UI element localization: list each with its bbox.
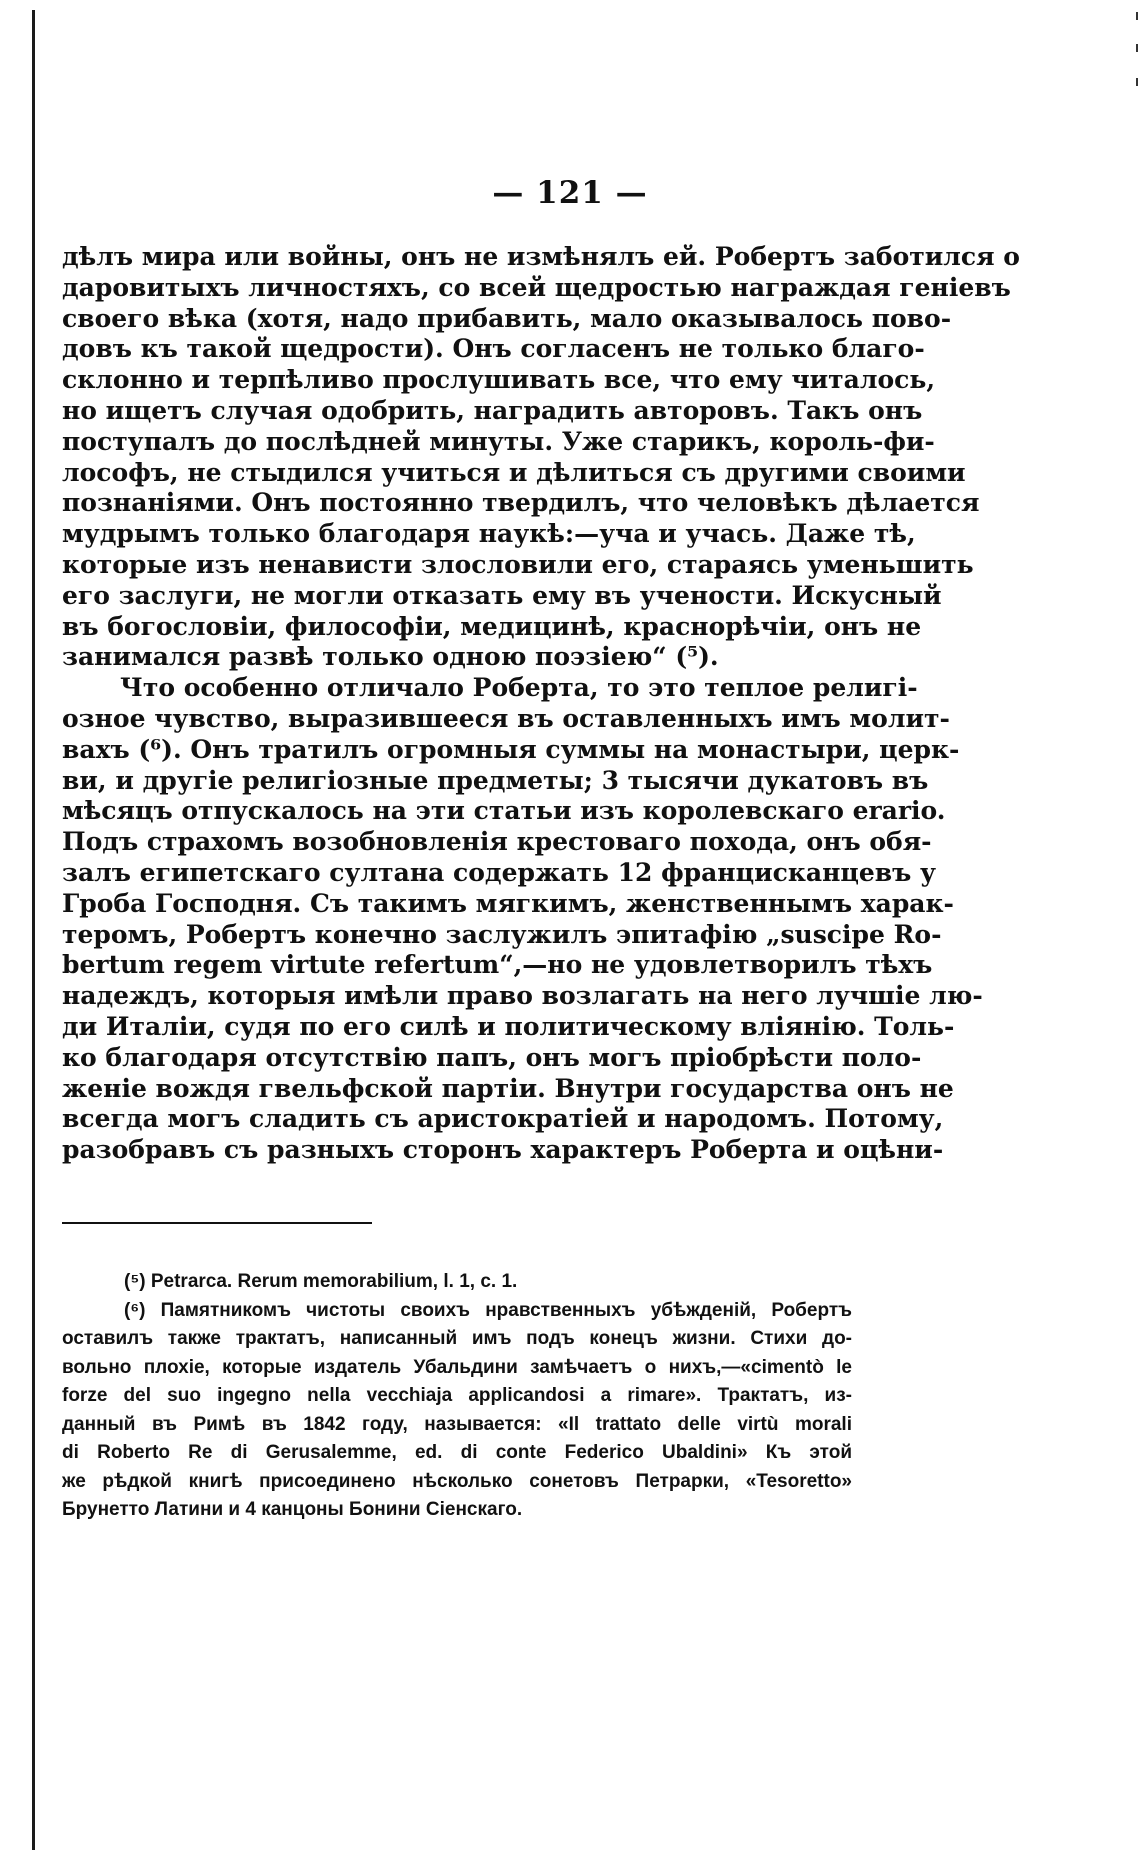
text-line: своего вѣка (хотя, надо прибавить, мало оказывалось пово- <box>62 303 952 333</box>
footnote-line: Брунетто Латини и 4 канцоны Бонини Сіенскаго. <box>62 1499 523 1520</box>
text-line: даровитыхъ личностяхъ, со всей щедростью награждая геніевъ <box>62 272 1011 302</box>
footnote-line: оставилъ также трактатъ, написанный имъ подъ конецъ жизни. Стихи до- <box>62 1328 852 1349</box>
footnotes <box>62 1268 852 1525</box>
text-line: склонно и терпѣливо прослушивать все, что ему читалось, <box>62 365 936 395</box>
footnote-divider <box>62 1222 372 1224</box>
text-line: познаніями. Онъ постоянно твердилъ, что человѣкъ дѣлается <box>62 488 980 518</box>
main-text <box>62 242 1020 1166</box>
page-number: — 121 — <box>492 175 648 211</box>
text-line: которые изъ ненависти злословили его, стараясь уменьшить <box>62 549 974 579</box>
text-line: ви, и другіе религіозные предметы; 3 тысячи дукатовъ въ <box>62 765 929 795</box>
text-line: мѣсяцъ отпускалось на эти статьи изъ королевскаго erario. <box>62 796 946 826</box>
text-line: женіе вождя гвельфской партіи. Внутри государства онъ не <box>62 1073 954 1103</box>
text-line: довъ къ такой щедрости). Онъ согласенъ не только благо- <box>62 334 925 364</box>
page-edge-shadow <box>32 10 35 1850</box>
text-line: его заслуги, не могли отказать ему въ учености. Искусный <box>62 580 942 610</box>
footnote-line: вольно плохіе, которые издатель Убальдини замѣчаетъ о нихъ,—«cimentò le <box>62 1356 852 1378</box>
text-line: всегда могъ сладить съ аристократіей и народомъ. Потому, <box>62 1104 944 1134</box>
scan-speck <box>1136 12 1138 20</box>
text-line: bertum regem virtute refertum“,—но не удовлетворилъ тѣхъ <box>62 950 933 980</box>
footnote-line: данный въ Римѣ въ 1842 году, называется: «Il trattato delle virtù morali <box>62 1413 852 1435</box>
text-line: дѣлъ мира или войны, онъ не измѣнялъ ей. Робертъ заботился о <box>62 242 1020 271</box>
text-line: надеждъ, которыя имѣли право возлагать на него лучшіе лю- <box>62 981 983 1011</box>
text-line: въ богословіи, философіи, медицинѣ, краснорѣчіи, онъ не <box>62 611 922 641</box>
text-line: лософъ, не стыдился учиться и дѣлиться съ другими своими <box>62 457 966 487</box>
text-line: ди Италіи, судя по его силѣ и политическому вліянію. Толь- <box>62 1011 955 1041</box>
text-line: разобравъ съ разныхъ сторонъ характеръ Роберта и оцѣни- <box>62 1135 944 1165</box>
footnote-line: (⁶) Памятникомъ чистоты своихъ нравственныхъ убѣжденій, Робертъ <box>124 1299 852 1321</box>
scan-speck <box>1136 44 1138 52</box>
text-line: Подъ страхомъ возобновленія крестоваго похода, онъ обя- <box>62 827 932 857</box>
footnote-line: di Roberto Re di Gerusalemme, ed. di conte Federico Ubaldini» Къ этой <box>62 1442 852 1463</box>
text-line: поступалъ до послѣдней минуты. Уже старикъ, король-фи- <box>62 426 935 456</box>
text-line: озное чувство, выразившееся въ оставленныхъ имъ молит- <box>62 703 950 733</box>
text-line: Гроба Господня. Съ такимъ мягкимъ, женственнымъ харак- <box>62 888 954 918</box>
text-line: Что особенно отличало Роберта, то это теплое религі- <box>120 673 918 703</box>
text-line: мудрымъ только благодаря наукѣ:—уча и учась. Даже тѣ, <box>62 519 916 549</box>
footnote-line: же рѣдкой книгѣ присоединено нѣсколько сонетовъ Петрарки, «Tesoretto» <box>62 1470 852 1492</box>
text-line: но ищетъ случая одобрить, наградить авторовъ. Такъ онъ <box>62 395 923 425</box>
text-line: ко благодаря отсутствію папъ, онъ могъ пріобрѣсти поло- <box>62 1042 922 1072</box>
footnote-line: (⁵) Petrarca. Rerum memorabilium, l. 1, c. 1. <box>124 1271 518 1292</box>
scan-speck <box>1136 78 1138 86</box>
text-line: теромъ, Робертъ конечно заслужилъ эпитафію „suscipe Ro- <box>62 919 942 949</box>
text-line: вахъ (⁶). Онъ тратилъ огромныя суммы на монастыри, церк- <box>62 734 960 764</box>
footnote-line: forze del suo ingegno nella vecchiaja applicandosi a rimare». Трактатъ, из- <box>62 1385 852 1406</box>
text-line: залъ египетскаго султана содержать 12 францисканцевъ у <box>62 857 937 887</box>
text-line: занимался развѣ только одною поэзіею“ (⁵). <box>62 642 719 672</box>
